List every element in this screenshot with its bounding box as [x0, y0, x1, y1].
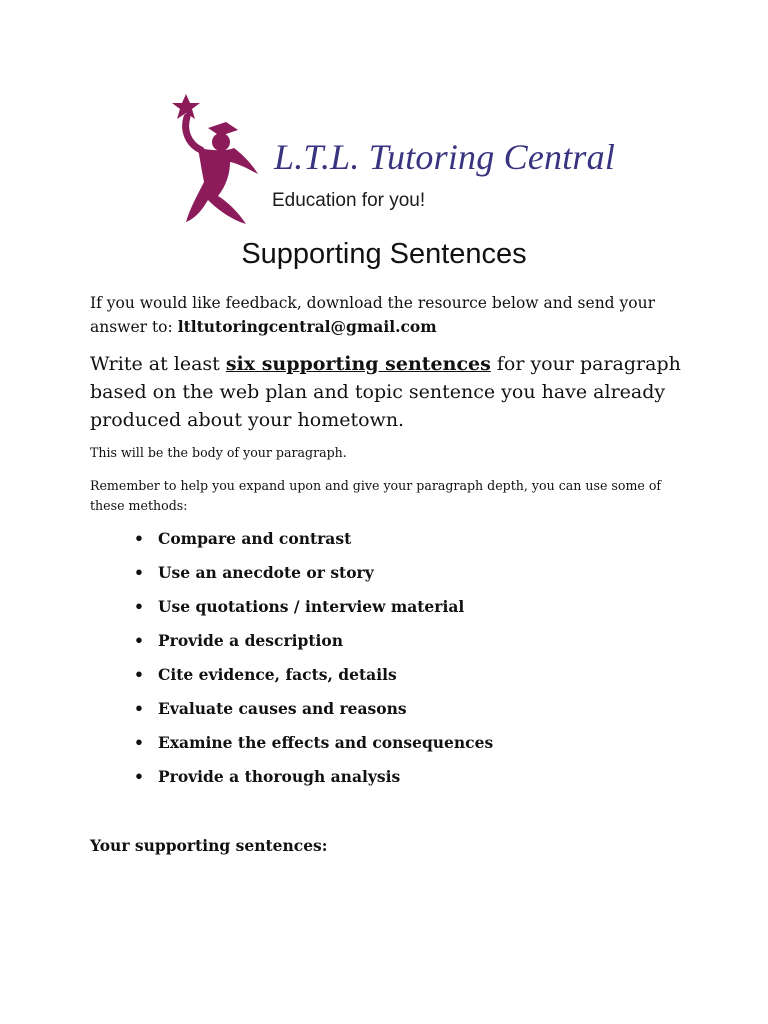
method-label: Provide a description: [158, 631, 344, 650]
methods-list: [134, 527, 493, 799]
brand-name: L.T.L. Tutoring Central: [274, 137, 616, 177]
star-figure-icon: [168, 92, 264, 228]
list-item: [134, 765, 493, 799]
bullet-icon: •: [134, 733, 144, 752]
body-note: This will be the body of your paragraph.: [90, 445, 347, 460]
contact-email: ltltutoringcentral@gmail.com: [177, 317, 437, 336]
method-label: Examine the effects and consequences: [158, 733, 494, 752]
list-item: [134, 697, 493, 731]
bullet-icon: •: [134, 597, 144, 616]
instruction-text-before: Write at least: [90, 353, 220, 375]
bullet-icon: •: [134, 563, 144, 582]
brand-tagline: Education for you!: [272, 190, 426, 211]
page-title: Supporting Sentences: [241, 238, 527, 270]
instruction-emphasis: six supporting sentences: [225, 353, 491, 375]
bullet-icon: •: [134, 529, 144, 548]
list-item: [134, 731, 493, 765]
method-label: Evaluate causes and reasons: [158, 699, 407, 718]
bullet-icon: •: [134, 665, 144, 684]
brand-logo: [168, 92, 616, 232]
methods-intro: Remember to help you expand upon and give your paragraph depth, you can use some of these methods:: [90, 478, 662, 513]
list-item: [134, 527, 493, 561]
bullet-icon: •: [134, 767, 144, 786]
instruction-paragraph: [90, 350, 690, 434]
method-label: Compare and contrast: [158, 529, 352, 548]
method-label: Use quotations / interview material: [158, 597, 465, 616]
list-item: [134, 629, 493, 663]
feedback-paragraph: [90, 291, 690, 339]
method-label: Provide a thorough analysis: [158, 767, 401, 786]
instruction-text-after: for your paragraph based on the web plan and topic sentence you have already produced about your hometown.: [90, 353, 681, 431]
method-label: Cite evidence, facts, details: [158, 665, 397, 684]
list-item: [134, 595, 493, 629]
list-item: [134, 561, 493, 595]
list-item: [134, 663, 493, 697]
answer-label: Your supporting sentences:: [90, 836, 328, 855]
bullet-icon: •: [134, 631, 144, 650]
feedback-text: If you would like feedback, download the resource below and send your answer to:: [90, 294, 656, 336]
method-label: Use an anecdote or story: [158, 563, 374, 582]
bullet-icon: •: [134, 699, 144, 718]
